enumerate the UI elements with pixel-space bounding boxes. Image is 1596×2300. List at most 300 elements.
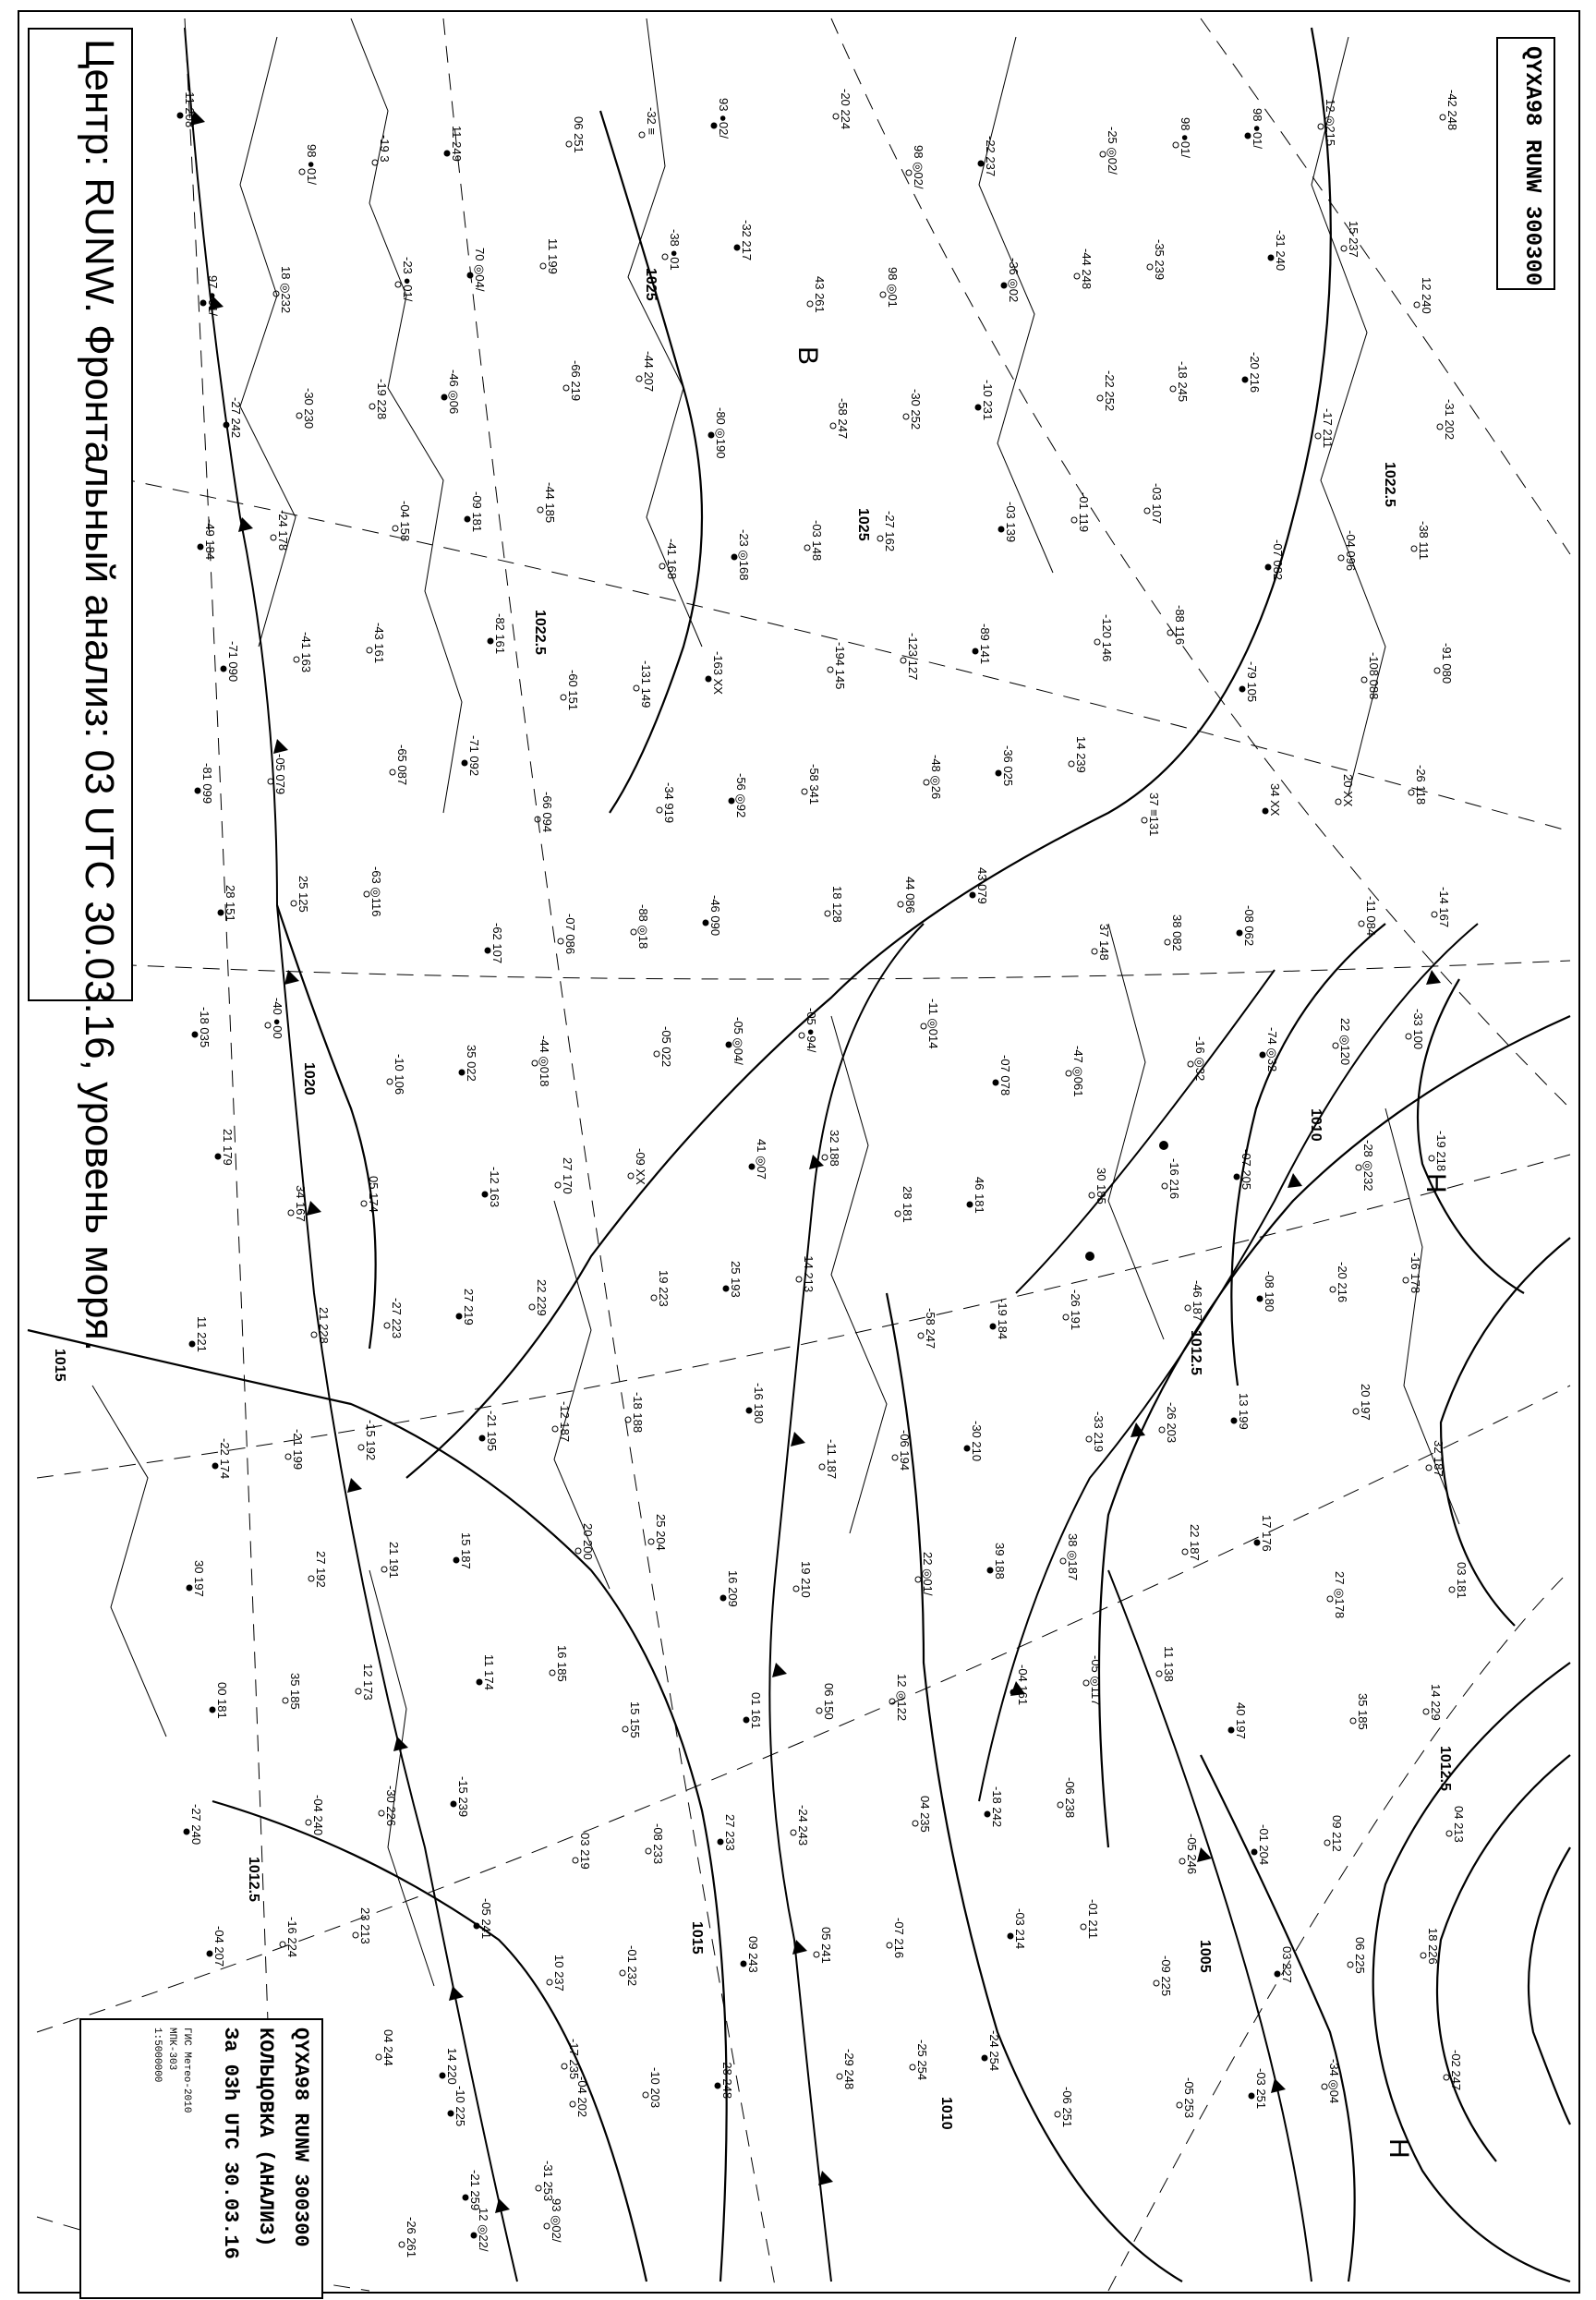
station-marker <box>720 1595 726 1601</box>
low-pressure-center: Н <box>1421 1173 1451 1193</box>
station-label: -36 ◎02 <box>1007 258 1021 303</box>
station-label: 38 082 <box>1170 914 1184 951</box>
station-marker <box>1263 808 1268 814</box>
station-marker <box>224 422 229 428</box>
station-label: 32 188 <box>828 1130 841 1167</box>
station-marker <box>1010 1689 1016 1695</box>
station-label: -31 240 <box>1274 230 1288 272</box>
station-label: -28 248 <box>720 2058 734 2100</box>
station-marker <box>746 1408 752 1413</box>
station-label: -04 202 <box>575 2076 589 2118</box>
station-label: -33 100 <box>1411 1009 1425 1050</box>
station-label: 12 240 <box>1420 277 1433 314</box>
station-marker <box>200 300 206 306</box>
station-label: 27 170 <box>561 1157 574 1194</box>
station-label: -21 195 <box>485 1410 499 1452</box>
isobar-label: 1025 <box>855 508 871 541</box>
station-label: 14 239 <box>1074 736 1088 773</box>
station-label: -30 252 <box>909 389 923 430</box>
station-label: -07 216 <box>892 1918 906 1959</box>
station-label: 28 151 <box>224 885 237 922</box>
station-label: -03 251 <box>1254 2068 1268 2110</box>
station-label: 06 251 <box>572 116 586 153</box>
station-label: 35 185 <box>288 1673 302 1710</box>
isobar-label: 1012.5 <box>1188 1330 1203 1375</box>
station-label: -18 035 <box>198 1007 212 1048</box>
station-label: -58 247 <box>924 1308 937 1350</box>
station-label: 17 176 <box>1260 1515 1274 1552</box>
station-label: -10 225 <box>453 2086 467 2127</box>
station-label: -12 163 <box>488 1167 502 1208</box>
legend-code: QYXA98 RUNW 300300 <box>289 2028 312 2247</box>
station-marker <box>996 770 1001 776</box>
station-marker <box>1237 930 1242 936</box>
station-label: 22 187 <box>1188 1524 1202 1561</box>
station-label: 35 022 <box>465 1045 478 1082</box>
station-label: 05 174 <box>367 1176 381 1213</box>
station-label: -81 099 <box>200 763 214 805</box>
station-label: -01 119 <box>1077 492 1091 533</box>
station-marker <box>1249 2093 1254 2099</box>
station-label: -08 180 <box>1263 1271 1276 1313</box>
station-label: -19 184 <box>996 1299 1010 1340</box>
station-label: -05 241 <box>479 1898 493 1940</box>
station-label: -194 145 <box>833 642 847 690</box>
station-label: 12 ◎122 <box>895 1674 909 1722</box>
isobar-label: 1010 <box>938 2097 954 2130</box>
station-marker <box>485 948 490 953</box>
isobar-label: 1015 <box>52 1349 67 1382</box>
station-marker <box>964 1446 970 1451</box>
station-label: -123 127 <box>906 633 920 681</box>
station-label: -20 216 <box>1336 1262 1349 1303</box>
station-label: -63 ◎116 <box>369 866 383 917</box>
station-label: 43 079 <box>975 867 989 904</box>
station-label: 34 167 <box>294 1185 308 1222</box>
station-marker <box>440 2073 445 2078</box>
station-label: 16 209 <box>726 1570 740 1607</box>
station-marker <box>967 1202 973 1207</box>
station-label: -10 203 <box>648 2067 662 2109</box>
station-label: 98 ◎01 <box>886 267 900 308</box>
station-marker <box>975 405 981 410</box>
station-label: 20 197 <box>1359 1384 1372 1421</box>
station-label: -62 107 <box>490 923 504 964</box>
station-label: 14 229 <box>1429 1684 1443 1721</box>
station-label: -43 161 <box>372 623 386 664</box>
station-marker <box>706 676 711 682</box>
station-label: 37 ≡131 <box>1147 793 1161 837</box>
station-label: -06 238 <box>1063 1777 1077 1819</box>
station-marker <box>441 394 447 400</box>
station-label: -38 ●01 <box>668 229 682 271</box>
station-label: 38 ◎187 <box>1066 1533 1080 1581</box>
station-label: -19 3 <box>378 135 392 163</box>
station-label: -71 092 <box>467 735 481 777</box>
station-label: -18 188 <box>631 1392 645 1434</box>
station-label: -19 228 <box>375 379 389 420</box>
station-label: -41 163 <box>299 632 313 673</box>
station-label: -47 ◎061 <box>1071 1046 1085 1097</box>
station-marker <box>448 2111 453 2116</box>
station-label: 18 226 <box>1426 1928 1440 1965</box>
station-marker <box>970 892 975 898</box>
isobar-label: 1025 <box>643 268 659 301</box>
station-marker <box>749 1164 755 1169</box>
station-label: -16 224 <box>285 1917 299 1958</box>
station-label: 03 219 <box>578 1833 592 1870</box>
station-label: -74 ◎32 <box>1265 1027 1279 1072</box>
station-label: 70 ◎04/ <box>473 248 487 292</box>
station-label: -07 078 <box>998 1055 1012 1096</box>
station-label: -21 199 <box>291 1429 305 1471</box>
bulletin-header <box>1496 37 1555 290</box>
station-label: -22 237 <box>984 136 998 177</box>
station-label: 12 ◎22/ <box>477 2208 490 2252</box>
legend-scale: 1:5000000 <box>151 2028 163 2083</box>
station-marker <box>1245 133 1251 139</box>
station-label: 44 086 <box>903 877 917 914</box>
station-label: -29 248 <box>842 2049 856 2090</box>
station-label: -42 248 <box>1445 90 1459 131</box>
station-label: -26 203 <box>1165 1402 1179 1444</box>
station-label: 20 ХХ <box>1341 774 1355 807</box>
station-label: 43 261 <box>813 276 827 313</box>
station-marker <box>1231 1418 1237 1423</box>
station-marker <box>1008 1933 1013 1939</box>
station-label: -31 202 <box>1443 399 1457 441</box>
station-marker <box>985 1811 990 1817</box>
station-label: 23 213 <box>358 1907 372 1944</box>
station-label: -38 111 <box>1417 521 1431 561</box>
station-marker <box>207 1951 212 1956</box>
station-label: 09 212 <box>1330 1815 1344 1852</box>
station-marker <box>462 760 467 766</box>
station-label: -04 240 <box>311 1795 325 1836</box>
station-label: -34 919 <box>662 782 676 824</box>
station-label: -88 116 <box>1173 605 1187 646</box>
station-label: -65 087 <box>395 744 409 786</box>
station-marker <box>978 161 984 166</box>
station-label: 22 ◎120 <box>1338 1018 1352 1066</box>
station-marker <box>177 113 183 118</box>
station-marker <box>1254 1540 1260 1545</box>
station-marker <box>723 1286 729 1291</box>
station-marker <box>210 1707 215 1713</box>
station-label: -03 214 <box>1013 1908 1027 1950</box>
station-label: -46 ◎06 <box>447 369 461 415</box>
station-label: -44 ◎018 <box>538 1035 551 1087</box>
station-label: -05 ◎04/ <box>732 1017 745 1065</box>
station-label: -06 251 <box>1060 2087 1074 2128</box>
station-label: -131 149 <box>639 660 653 708</box>
station-label: -44 248 <box>1080 248 1094 290</box>
station-label: 98 ●01/ <box>305 144 319 185</box>
station-label: -05 253 <box>1182 2077 1196 2119</box>
station-label: -16 178 <box>1409 1253 1422 1294</box>
station-label: -05 ◎117 <box>1089 1655 1103 1706</box>
station-label: 12 173 <box>361 1664 375 1701</box>
station-label: 35 185 <box>1356 1693 1370 1730</box>
station-label: 15 187 <box>459 1532 473 1569</box>
station-label: -07 205 <box>1239 1149 1253 1191</box>
station-label: -71 090 <box>226 641 240 683</box>
station-marker <box>477 1679 482 1685</box>
station-label: -24 243 <box>796 1805 810 1846</box>
isobar-label: 1020 <box>301 1062 317 1096</box>
station-marker <box>1234 1174 1239 1180</box>
station-marker <box>744 1717 749 1723</box>
station-label: 12 ◎215 <box>1324 99 1337 147</box>
station-marker <box>708 432 714 438</box>
station-marker <box>451 1801 456 1807</box>
station-label: -07 086 <box>563 914 577 955</box>
station-label: -15 192 <box>364 1420 378 1461</box>
isobar-label: 1012.5 <box>1437 1746 1453 1791</box>
station-label: -09 ХХ <box>634 1148 647 1185</box>
station-label: -14 167 <box>1437 887 1451 928</box>
station-label: -80 ◎190 <box>714 407 728 459</box>
station-label: 93 ●02/ <box>717 98 731 139</box>
station-marker <box>456 1313 462 1319</box>
station-label: 98 ●01/ <box>1251 108 1264 149</box>
station-marker <box>718 1839 723 1845</box>
high-pressure-center: В <box>792 346 823 366</box>
station-label: -36 025 <box>1001 745 1015 787</box>
station-label: 27 233 <box>723 1814 737 1851</box>
station-marker <box>1268 255 1274 260</box>
station-label: 00 181 <box>215 1682 229 1719</box>
legend-time: За 03h UTC 30.03.16 <box>219 2028 242 2259</box>
station-label: -41 168 <box>665 539 679 580</box>
station-label: -16 ◎32 <box>1193 1036 1207 1082</box>
station-label: -27 240 <box>189 1804 203 1846</box>
station-marker <box>187 1585 192 1591</box>
station-marker <box>463 2195 468 2200</box>
station-label: 11 221 <box>195 1316 209 1352</box>
isobar-label: 1015 <box>689 1921 705 1955</box>
station-label: -30 226 <box>384 1786 398 1827</box>
station-label: 09 243 <box>746 1936 760 1973</box>
station-label: -56 ◎92 <box>734 773 748 818</box>
station-label: -03 139 <box>1004 502 1018 543</box>
station-marker <box>726 1042 732 1047</box>
station-label: -40 ●00 <box>271 998 284 1039</box>
station-label: 18 ◎232 <box>279 266 293 314</box>
station-label: 98 ◎02/ <box>912 145 925 189</box>
station-marker <box>732 554 737 560</box>
station-label: -44 185 <box>543 482 557 524</box>
station-label: -30 230 <box>302 388 316 430</box>
station-marker <box>488 638 493 644</box>
station-label: -14 213 <box>802 1252 816 1293</box>
station-label: 37 148 <box>1097 924 1111 961</box>
station-marker <box>990 1324 996 1329</box>
station-marker <box>453 1557 459 1563</box>
station-label: -44 207 <box>642 351 656 393</box>
station-marker <box>192 1032 198 1037</box>
station-label: 19 223 <box>657 1270 671 1307</box>
station-label: -07 082 <box>1271 539 1285 581</box>
station-marker <box>212 1463 218 1469</box>
station-label: 01 161 <box>749 1692 763 1729</box>
station-marker <box>444 151 450 156</box>
station-label: 34 ХХ <box>1268 783 1282 817</box>
station-marker <box>465 516 470 522</box>
station-marker <box>474 1923 479 1929</box>
station-marker <box>467 272 473 278</box>
station-marker <box>479 1435 485 1441</box>
legend-name: КОЛЬЦОВКА (АНАЛИЗ) <box>254 2028 277 2247</box>
station-label: -28 ◎232 <box>1361 1140 1375 1192</box>
station-label: -26 118 <box>1414 765 1428 805</box>
station-label: -12 187 <box>558 1401 572 1443</box>
station-label: -05 246 <box>1185 1834 1199 1875</box>
station-label: -89 141 <box>978 623 992 665</box>
station-label: -01 204 <box>1257 1824 1271 1866</box>
station-label: -09 181 <box>470 491 484 533</box>
station-label: 46 181 <box>973 1177 986 1214</box>
station-label: 27 219 <box>462 1289 476 1326</box>
station-marker <box>184 1829 189 1834</box>
station-label: 32 187 <box>1432 1440 1445 1477</box>
station-label: -04 207 <box>212 1926 226 1967</box>
station-label: -08 233 <box>651 1823 665 1865</box>
map-title-banner <box>28 28 133 1352</box>
station-label: -22 252 <box>1103 370 1117 412</box>
low-pressure-center: Н <box>1384 2138 1414 2159</box>
legend-software: ГИС Метео-2010 <box>181 2028 192 2113</box>
station-label: 40 197 <box>1234 1702 1248 1739</box>
station-label: -05 022 <box>659 1026 673 1068</box>
station-label: -03 107 <box>1150 483 1164 525</box>
station-label: 06 150 <box>822 1683 836 1720</box>
station-label: 22 229 <box>535 1279 549 1316</box>
station-label: -08 062 <box>1242 905 1256 947</box>
station-label: -82 161 <box>493 613 507 655</box>
station-marker <box>973 648 978 654</box>
station-label: -24 178 <box>276 510 290 551</box>
station-label: 05 241 <box>819 1927 833 1964</box>
station-label: 03 181 <box>1455 1562 1469 1599</box>
station-marker <box>1001 283 1007 288</box>
station-marker <box>998 527 1004 532</box>
station-marker <box>715 2083 720 2088</box>
station-marker <box>471 2233 477 2238</box>
station-label: -88 ◎18 <box>636 904 650 950</box>
station-label: -19 218 <box>1434 1131 1448 1172</box>
station-label: -20 216 <box>1248 352 1262 393</box>
station-label: -66 094 <box>540 792 554 833</box>
station-label: -09 225 <box>1159 1955 1173 1997</box>
station-marker <box>1265 564 1271 570</box>
station-label: -05 ●94/ <box>804 1008 818 1053</box>
station-marker <box>987 1568 993 1573</box>
station-label: 93 ◎02/ <box>550 2198 563 2243</box>
station-label: -11 084 <box>1364 896 1378 937</box>
station-label: -06 194 <box>898 1430 912 1471</box>
station-label: -32 ≡ <box>645 107 659 135</box>
station-label: 20 200 <box>581 1523 595 1560</box>
station-label: -22 174 <box>218 1438 232 1480</box>
station-label: 11 138 <box>1162 1646 1176 1682</box>
map-title: Центр: RUNW. Фронтальный анализ: 03 UTC 30.03.16, уровень моря. <box>77 39 122 1352</box>
station-label: 10 237 <box>552 1955 566 1991</box>
station-label: -25 254 <box>915 2040 929 2081</box>
station-label: -30 210 <box>970 1421 984 1462</box>
station-label: 21 179 <box>221 1129 235 1166</box>
station-marker <box>734 245 740 250</box>
station-label: -16 216 <box>1167 1158 1181 1200</box>
station-label: -25 ◎02/ <box>1106 127 1119 175</box>
station-label: -26 191 <box>1069 1289 1082 1331</box>
station-label: -03 148 <box>810 520 824 562</box>
station-label: -108 088 <box>1367 652 1381 700</box>
isobar-label: 1022.5 <box>1382 462 1397 507</box>
station-marker <box>195 788 200 793</box>
station-label: -48 ◎26 <box>929 755 943 800</box>
station-label: 25 125 <box>296 876 310 913</box>
station-label: 04 235 <box>918 1796 932 1833</box>
station-label: 15 237 <box>1347 221 1360 258</box>
station-label: 28 181 <box>901 1186 914 1223</box>
station-label: -24 254 <box>987 2030 1001 2072</box>
station-label: -163 ХХ <box>711 651 725 695</box>
station-label: 39 188 <box>993 1543 1007 1580</box>
station-label: -17 235 <box>567 2039 581 2080</box>
station-label: 11 174 <box>482 1654 496 1690</box>
isobar-label: 1005 <box>1197 1940 1213 1973</box>
station-label: -49 184 <box>203 519 217 561</box>
station-label: -18 245 <box>1176 361 1190 403</box>
station-marker <box>215 1154 221 1159</box>
station-label: -11 208 <box>183 88 197 128</box>
station-marker <box>1260 1052 1265 1058</box>
station-label: 06 225 <box>1353 1937 1367 1974</box>
station-label: -27 162 <box>883 511 897 552</box>
station-label: 14 220 <box>445 2048 459 2085</box>
station-label: -10 106 <box>393 1054 406 1096</box>
station-label: 98 ●01/ <box>1179 117 1192 158</box>
isobar-label: 1012.5 <box>246 1857 261 1902</box>
station-label: 30 197 <box>192 1560 206 1597</box>
station-label: -05 079 <box>273 754 287 795</box>
station-marker <box>1239 686 1245 692</box>
legend-box <box>79 2018 323 2299</box>
station-label: 03 227 <box>1280 1946 1294 1983</box>
station-label: -20 224 <box>839 89 852 130</box>
station-marker <box>221 666 226 672</box>
station-label: -16 180 <box>752 1383 766 1424</box>
station-label: 27 192 <box>314 1551 328 1588</box>
station-label: -27 223 <box>390 1298 404 1339</box>
station-marker <box>459 1070 465 1075</box>
station-label: 97 ●01/ <box>206 275 220 316</box>
station-label: 21 228 <box>317 1307 331 1344</box>
isobar-label: 1022.5 <box>532 610 548 655</box>
station-marker <box>1228 1727 1234 1733</box>
station-label: -58 247 <box>836 398 850 440</box>
station-label: 22 ◎01/ <box>921 1552 935 1596</box>
station-label: -04 161 <box>1016 1664 1030 1706</box>
station-label: -01 232 <box>625 1945 639 1987</box>
station-label: -66 219 <box>569 360 583 402</box>
station-label: 25 193 <box>729 1261 743 1298</box>
station-label: -46 090 <box>708 895 722 937</box>
station-label: 27 ◎178 <box>1333 1571 1347 1619</box>
station-label: -23 ●01/ <box>401 257 415 302</box>
station-marker <box>189 1341 195 1347</box>
